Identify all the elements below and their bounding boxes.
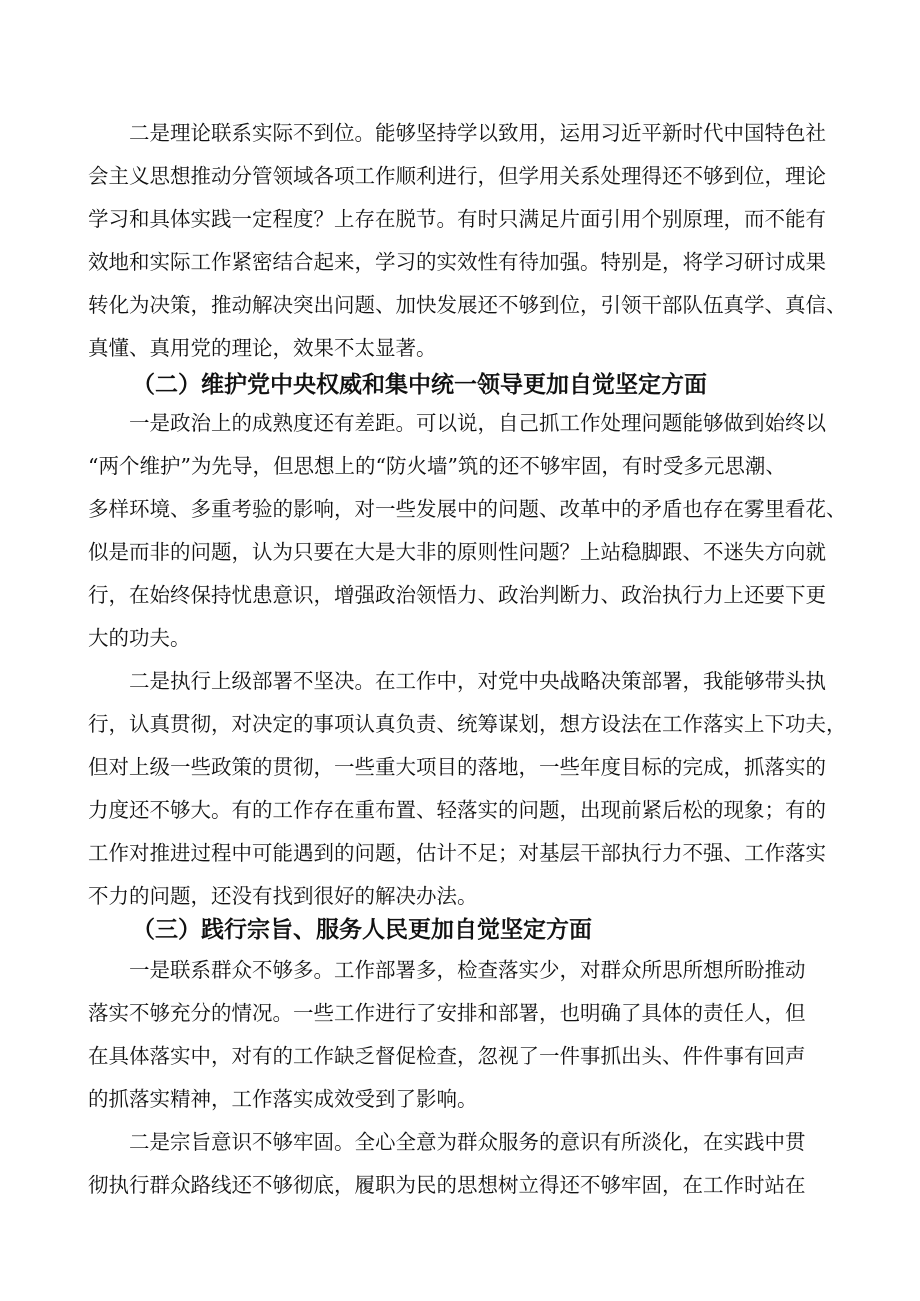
paragraph-2-line-5: 行，在始终保持忧患意识，增强政治领悟力、政治判断力、政治执行力上还要下更: [88, 583, 826, 607]
paragraph-3-line-3: 但对上级一些政策的贯彻，一些重大项目的落地，一些年度目标的完成，抓落实的: [88, 755, 826, 779]
paragraph-5-line-1: 二是宗旨意识不够牢固。全心全意为群众服务的意识有所淡化，在实践中贯: [88, 1130, 806, 1154]
paragraph-4-line-1: 一是联系群众不够多。工作部署多，检查落实少，对群众所思所想所盼推动: [88, 958, 806, 982]
paragraph-1-line-1: 二是理论联系实际不到位。能够坚持学以致用，运用习近平新时代中国特色社: [88, 121, 826, 145]
paragraph-3-line-1: 二是执行上级部署不坚决。在工作中，对党中央战略决策部署，我能够带头执: [88, 669, 826, 693]
paragraph-5-line-2: 彻执行群众路线还不够彻底，履职为民的思想树立得还不够牢固，在工作时站在: [88, 1173, 806, 1197]
section-heading-3: （三）践行宗旨、服务人民更加自觉坚定方面: [132, 917, 592, 943]
paragraph-2-line-6: 大的功夫。: [88, 626, 191, 650]
paragraph-3-line-5: 工作对推进过程中可能遇到的问题，估计不足；对基层干部执行力不强、工作落实: [88, 841, 826, 865]
paragraph-3-line-6: 不力的问题，还没有找到很好的解决办法。: [88, 884, 478, 908]
paragraph-4-line-3: 在具体落实中，对有的工作缺乏督促检查，忽视了一件事抓出头、件件事有回声: [88, 1044, 806, 1068]
paragraph-1-line-2: 会主义思想推动分管领域各项工作顺利进行，但学用关系处理得还不够到位，理论: [88, 164, 826, 188]
paragraph-4-line-4: 的抓落实精神，工作落实成效受到了影响。: [88, 1087, 478, 1111]
paragraph-3-line-2: 行，认真贯彻，对决定的事项认真负责、统筹谋划，想方设法在工作落实上下功夫，: [88, 712, 847, 736]
paragraph-4-line-2: 落实不够充分的情况。一些工作进行了安排和部署，也明确了具体的责任人，但: [88, 1001, 806, 1025]
paragraph-2-line-1: 一是政治上的成熟度还有差距。可以说，自己抓工作处理问题能够做到始终以: [88, 411, 826, 435]
section-heading-2: （二）维护党中央权威和集中统一领导更加自觉坚定方面: [132, 372, 707, 398]
paragraph-1-line-4: 效地和实际工作紧密结合起来，学习的实效性有待加强。特别是，将学习研讨成果: [88, 250, 826, 274]
paragraph-2-line-3: 多样环境、多重考验的影响，对一些发展中的问题、改革中的矛盾也存在雾里看花、: [88, 497, 847, 521]
paragraph-2-line-4: 似是而非的问题，认为只要在大是大非的原则性问题？上站稳脚跟、不迷失方向就: [88, 540, 826, 564]
paragraph-1-line-6: 真懂、真用党的理论，效果不太显著。: [88, 336, 437, 360]
paragraph-1-line-5: 转化为决策，推动解决突出问题、加快发展还不够到位，引领干部队伍真学、真信、: [88, 293, 847, 317]
paragraph-3-line-4: 力度还不够大。有的工作存在重布置、轻落实的问题，出现前紧后松的现象；有的: [88, 798, 826, 822]
paragraph-1-line-3: 学习和具体实践一定程度？上存在脱节。有时只满足片面引用个别原理，而不能有: [88, 207, 826, 231]
paragraph-2-line-2: “两个维护”为先导，但思想上的“防火墙”筑的还不够牢固，有时受多元思潮、: [88, 454, 786, 478]
